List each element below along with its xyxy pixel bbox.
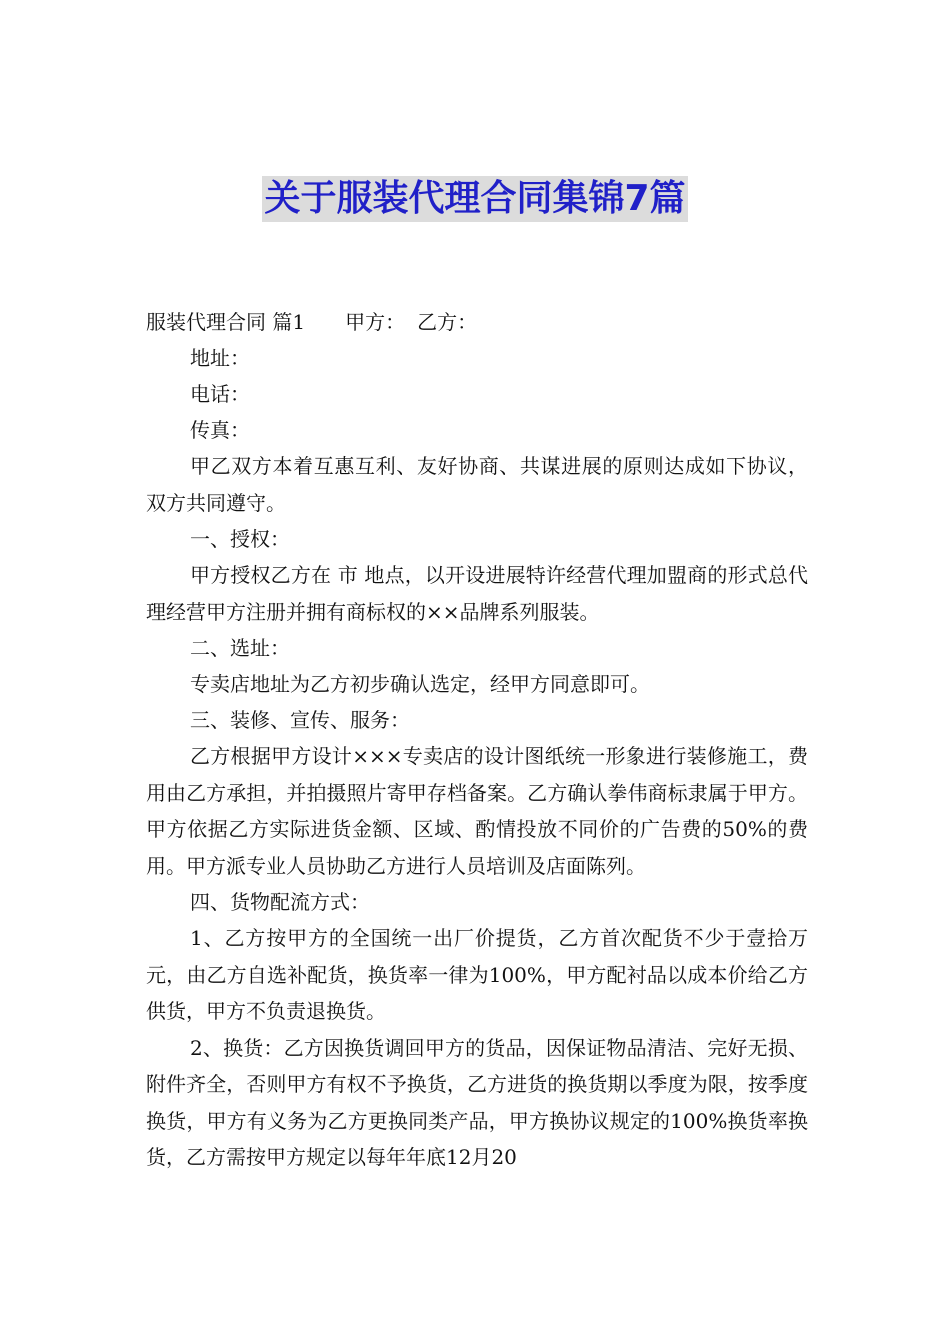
document-title: 关于服装代理合同集锦7篇: [262, 176, 687, 222]
section-1-heading: 一、授权：: [190, 527, 290, 551]
party-b-label: 乙方：: [417, 310, 478, 334]
fax-field: 传真：: [190, 418, 250, 442]
title-container: [0, 176, 950, 222]
contract-header-line: [146, 304, 808, 340]
section-3-heading: 三、装修、宣传、服务：: [190, 708, 410, 732]
section-1-text: 甲方授权乙方在 市 地点，以开设进展特许经营代理加盟商的形式总代理经营甲方注册并拥有商标权的××品牌系列服装。: [146, 563, 808, 624]
intro-paragraph: 甲乙双方本着互惠互利、友好协商、共谋进展的原则达成如下协议，双方共同遵守。: [146, 454, 808, 515]
section-4-heading: 四、货物配流方式：: [190, 890, 370, 914]
document-body: [146, 304, 808, 1176]
address-field: 地址：: [190, 346, 250, 370]
section-4-item-2: 2、换货：乙方因换货调回甲方的货品，因保证物品清洁、完好无损、附件齐全，否则甲方有权不予换货，乙方进货的换货期以季度为限，按季度换货，甲方有义务为乙方更换同类产品，甲方换协议规定的100%换货率换货，乙方需按甲方规定以每年年底12月20: [146, 1035, 808, 1169]
contract-heading: 服装代理合同 篇1: [146, 310, 306, 334]
section-2-heading: 二、选址：: [190, 636, 290, 660]
section-4-item-1: 1、乙方按甲方的全国统一出厂价提货，乙方首次配货不少于壹拾万元，由乙方自选补配货，换货率一律为100%，甲方配衬品以成本价给乙方供货，甲方不负责退换货。: [146, 926, 808, 1023]
phone-field: 电话：: [190, 382, 250, 406]
section-2-text: 专卖店地址为乙方初步确认选定，经甲方同意即可。: [190, 672, 650, 696]
party-a-label: 甲方：: [345, 310, 406, 334]
section-3-text: 乙方根据甲方设计×××专卖店的设计图纸统一形象进行装修施工，费用由乙方承担，并拍摄照片寄甲存档备案。乙方确认拳伟商标隶属于甲方。甲方依据乙方实际进货金额、区域、酌情投放不同价的广告费的50%的费用。甲方派专业人员协助乙方进行人员培训及店面陈列。: [146, 744, 808, 878]
